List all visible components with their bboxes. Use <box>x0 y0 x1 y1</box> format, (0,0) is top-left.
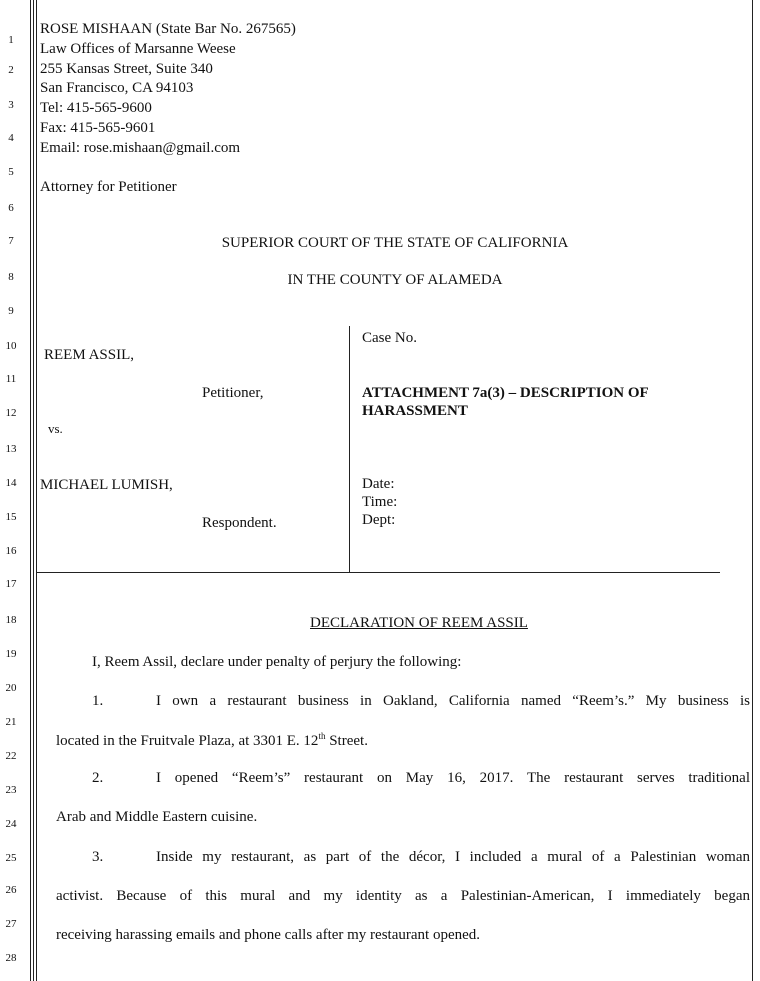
line-number: 2 <box>8 64 14 76</box>
line-number: 5 <box>8 166 14 178</box>
hearing-dept-label: Dept: <box>362 512 396 528</box>
petitioner-name: REEM ASSIL, <box>44 347 135 363</box>
declaration-intro: I, Reem Assil, declare under penalty of perjury the following: <box>92 654 462 670</box>
line-number: 13 <box>5 443 17 455</box>
attachment-title-line2: HARASSMENT <box>362 403 468 419</box>
attorney-street: 255 Kansas Street, Suite 340 <box>40 61 213 77</box>
respondent-label: Respondent. <box>202 515 277 531</box>
left-margin-rule-middle <box>33 0 34 981</box>
line-number: 17 <box>5 578 17 590</box>
line-number: 4 <box>8 132 14 144</box>
paragraph-3-line-2: activist. Because of this mural and my identity as a Palestinian-American, I immediately began <box>56 888 750 904</box>
ordinal-suffix: th <box>318 731 326 741</box>
petitioner-label: Petitioner, <box>202 385 264 401</box>
left-margin-rule-inner <box>36 0 37 981</box>
hearing-date-label: Date: <box>362 476 395 492</box>
paragraph-1-line-2 <box>56 732 368 750</box>
paragraph-3-line-3: receiving harassing emails and phone calls after my restaurant opened. <box>56 927 481 943</box>
line-number: 11 <box>5 373 17 385</box>
line-number: 15 <box>5 511 17 523</box>
paragraph-1-number: 1. <box>92 693 104 709</box>
versus-label: vs. <box>48 421 63 436</box>
line-number: 8 <box>8 271 14 283</box>
case-number-label: Case No. <box>362 330 417 346</box>
paragraph-1-line-2-text: located in the Fruitvale Plaza, at 3301 E. 12 <box>56 733 319 749</box>
paragraph-2-line-2: Arab and Middle Eastern cuisine. <box>56 809 258 825</box>
attorney-name: ROSE MISHAAN (State Bar No. 267565) <box>40 21 296 37</box>
line-number: 26 <box>5 884 17 896</box>
court-county: IN THE COUNTY OF ALAMEDA <box>287 272 503 288</box>
line-number: 6 <box>8 202 14 214</box>
line-number: 3 <box>8 99 14 111</box>
attachment-title-line1: ATTACHMENT 7a(3) – DESCRIPTION OF <box>362 385 649 401</box>
hearing-time-label: Time: <box>362 494 398 510</box>
paragraph-2-number: 2. <box>92 770 104 786</box>
attorney-role: Attorney for Petitioner <box>40 179 177 195</box>
right-margin-rule <box>752 0 753 981</box>
attorney-tel: Tel: 415-565-9600 <box>40 100 152 116</box>
line-number: 23 <box>5 784 17 796</box>
respondent-name: MICHAEL LUMISH, <box>40 477 173 493</box>
line-number: 10 <box>5 340 17 352</box>
attorney-firm: Law Offices of Marsanne Weese <box>40 41 236 57</box>
line-number: 18 <box>5 614 17 626</box>
line-number: 12 <box>5 407 17 419</box>
caption-bottom-rule <box>36 572 720 573</box>
attorney-fax: Fax: 415-565-9601 <box>40 120 156 136</box>
line-number: 28 <box>5 952 17 964</box>
line-number: 21 <box>5 716 17 728</box>
line-number: 24 <box>5 818 17 830</box>
caption-divider <box>349 326 350 572</box>
line-number: 27 <box>5 918 17 930</box>
court-name: SUPERIOR COURT OF THE STATE OF CALIFORNIA <box>221 235 569 251</box>
declaration-heading: DECLARATION OF REEM ASSIL <box>310 615 528 631</box>
line-number: 19 <box>5 648 17 660</box>
line-number: 22 <box>5 750 17 762</box>
line-number: 1 <box>8 34 14 46</box>
paragraph-3-number: 3. <box>92 849 104 865</box>
line-number: 14 <box>5 477 17 489</box>
paragraph-1-line-1: I own a restaurant business in Oakland, California named “Reem’s.” My business is <box>156 693 750 709</box>
line-number: 25 <box>5 852 17 864</box>
paragraph-2-line-1: I opened “Reem’s” restaurant on May 16, 2017. The restaurant serves traditional <box>156 770 750 786</box>
line-number: 7 <box>8 235 14 247</box>
line-number: 20 <box>5 682 17 694</box>
line-number: 16 <box>5 545 17 557</box>
paragraph-1-line-2-end: Street. <box>325 733 368 749</box>
paragraph-3-line-1: Inside my restaurant, as part of the décor, I included a mural of a Palestinian woman <box>156 849 750 865</box>
attorney-email: Email: rose.mishaan@gmail.com <box>40 140 241 156</box>
line-number: 9 <box>8 305 14 317</box>
left-margin-rule-outer <box>30 0 31 981</box>
attorney-city: San Francisco, CA 94103 <box>40 80 194 96</box>
